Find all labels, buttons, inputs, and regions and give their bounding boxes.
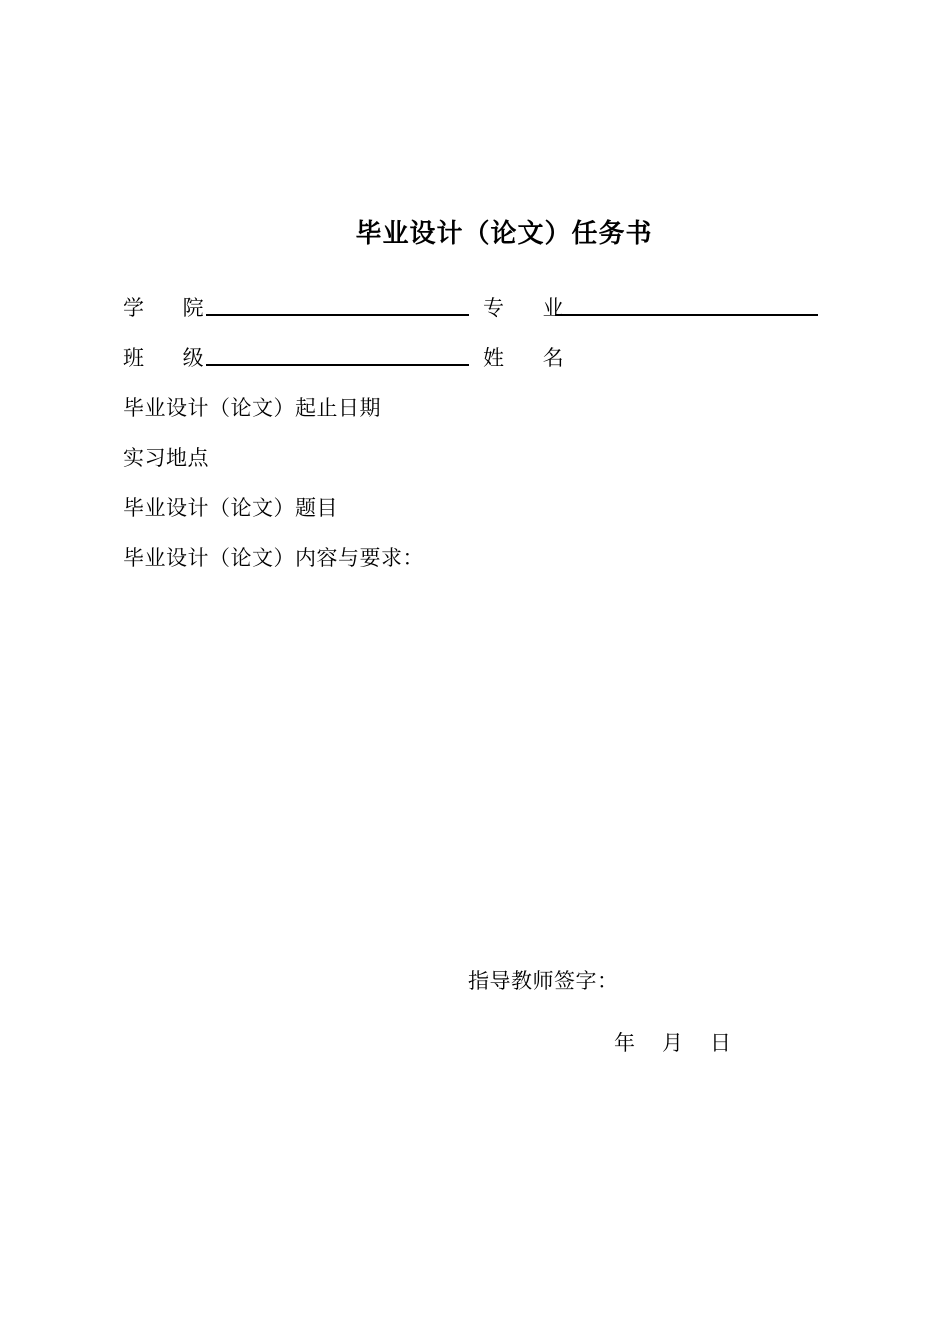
dates-label: 毕业设计（论文）起止日期 [123, 396, 381, 420]
college-underline[interactable] [206, 314, 469, 316]
document-title: 毕业设计（论文）任务书 [355, 219, 653, 249]
content-label: 毕业设计（论文）内容与要求： [123, 546, 424, 570]
supervisor-signature-label: 指导教师签字： [468, 969, 619, 993]
college-label: 学 院 [123, 296, 220, 320]
class-underline[interactable] [206, 364, 469, 366]
major-underline[interactable] [555, 314, 818, 316]
date-year-label: 年 [614, 1031, 636, 1055]
topic-label: 毕业设计（论文）题目 [123, 496, 338, 520]
location-label: 实习地点 [123, 446, 209, 470]
date-day-label: 日 [710, 1031, 732, 1055]
date-month-label: 月 [662, 1031, 684, 1055]
name-label: 姓 名 [483, 346, 580, 370]
class-label: 班 级 [123, 346, 220, 370]
major-label: 专 业 [483, 296, 580, 320]
